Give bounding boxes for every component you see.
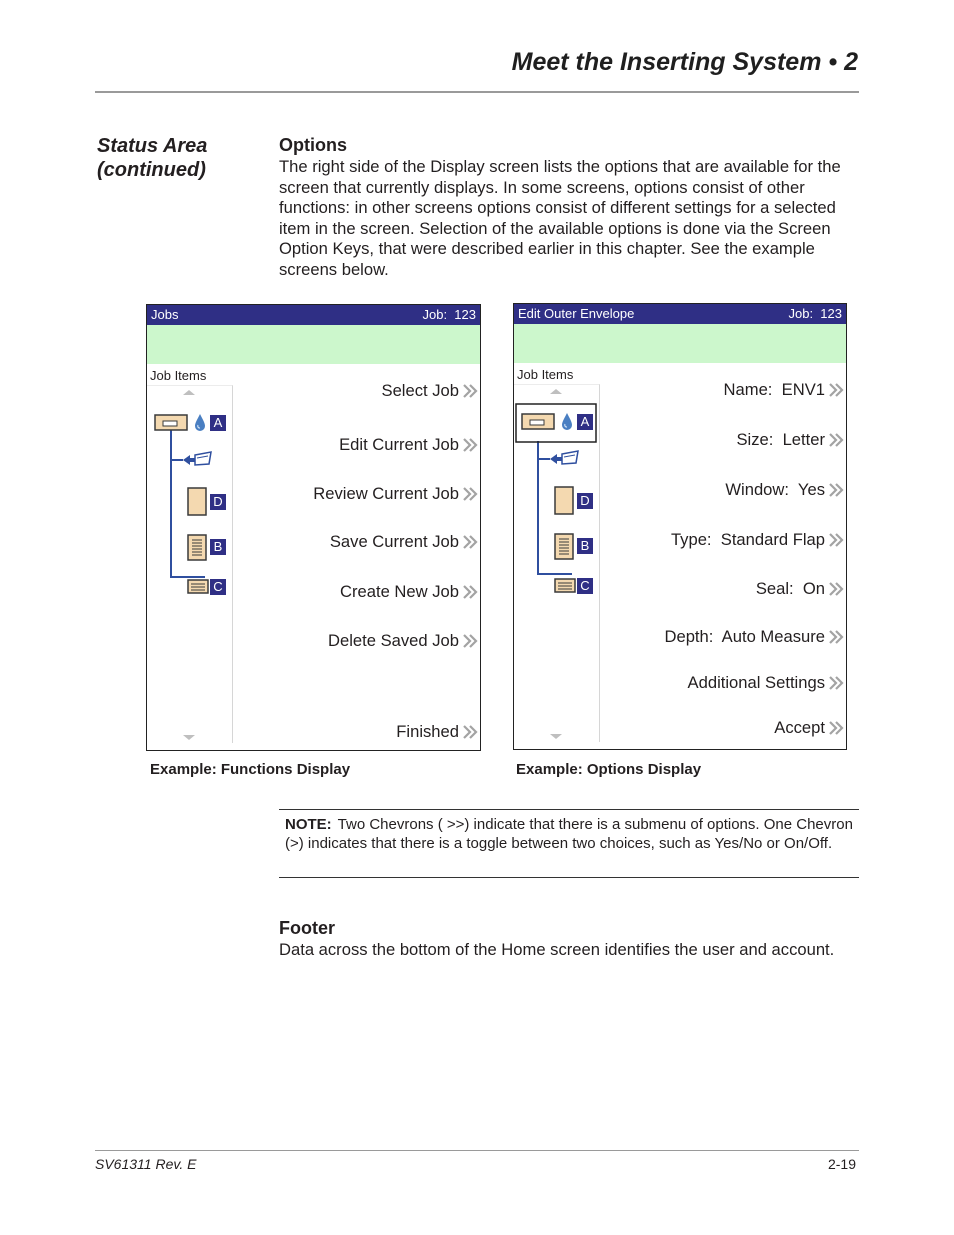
screen-title: Jobs [151, 307, 179, 322]
double-chevron-icon [462, 585, 478, 599]
note-text: Two Chevrons ( >>) indicate that there is a submenu of options. One Chevron (>) indicates that there is a toggle between two choices, such as Yes/No or On/Off. [285, 816, 853, 852]
lined-document-icon[interactable] [187, 534, 207, 561]
double-chevron-icon [828, 630, 844, 644]
option-label: Create New Job [340, 582, 459, 601]
option-label: Accept [774, 718, 825, 737]
insert-arrow-icon[interactable] [550, 449, 580, 469]
double-chevron-icon [828, 383, 844, 397]
chapter-title: Meet the Inserting System • 2 [511, 48, 858, 76]
option-label: Window: Yes [725, 480, 825, 499]
option-label: Name: ENV1 [723, 380, 825, 399]
double-chevron-icon [828, 721, 844, 735]
options-display-screen [513, 303, 847, 750]
option-accept[interactable] [774, 718, 844, 738]
double-chevron-icon [462, 535, 478, 549]
option-create-new-job[interactable] [340, 582, 478, 602]
water-drop-icon [561, 412, 573, 430]
option-additional-settings[interactable] [688, 673, 844, 693]
option-type[interactable] [671, 530, 844, 550]
badge-d: D [210, 494, 226, 510]
options-display-caption: Example: Options Display [516, 761, 702, 778]
footer-body: Data across the bottom of the Home screen identifies the user and account. [279, 940, 835, 959]
option-delete-saved-job[interactable] [328, 631, 478, 651]
option-label: Depth: Auto Measure [664, 627, 825, 646]
tree-connector-lines [147, 386, 233, 744]
tray-icon[interactable] [187, 579, 209, 594]
side-heading [97, 134, 207, 182]
job-number: Job: 123 [788, 306, 842, 321]
envelope-icon[interactable] [521, 413, 555, 431]
side-heading-line1: Status Area [97, 135, 208, 157]
footer-rule [95, 1150, 859, 1151]
option-label: Finished [396, 722, 459, 741]
document-id: SV61311 Rev. E [95, 1156, 197, 1172]
option-finished[interactable] [396, 722, 478, 742]
badge-c: C [577, 578, 593, 594]
option-label: Additional Settings [687, 673, 825, 692]
tray-icon[interactable] [554, 578, 576, 593]
screen-titlebar [147, 305, 480, 325]
option-name[interactable] [724, 380, 844, 400]
envelope-icon[interactable] [154, 414, 188, 432]
badge-c: C [210, 579, 226, 595]
option-label: Save Current Job [329, 532, 459, 551]
option-review-current-job[interactable] [313, 484, 478, 504]
double-chevron-icon [462, 384, 478, 398]
option-label: Size: Letter [736, 430, 825, 449]
side-heading-line2: (continued) [97, 159, 206, 181]
document-icon[interactable] [187, 487, 207, 516]
job-items-tree[interactable] [147, 385, 233, 743]
screen-titlebar [514, 304, 846, 324]
job-items-label: Job Items [150, 368, 207, 383]
badge-a: A [577, 414, 593, 430]
option-label: Edit Current Job [339, 435, 459, 454]
job-items-tree[interactable] [514, 384, 600, 742]
option-seal[interactable] [756, 579, 844, 599]
double-chevron-icon [462, 634, 478, 648]
double-chevron-icon [828, 676, 844, 690]
option-label: Delete Saved Job [328, 631, 459, 650]
page-number: 2-19 [827, 1156, 856, 1172]
options-body: The right side of the Display screen lists the options that are available for the screen that currently displays. In some screens, options consist of other functions: in other screens options consist of different settings for a selected item in the screen. Selection of the available options is done via the Screen Option Keys, that were described earlier in this chapter. See the example screens below. [279, 157, 841, 279]
badge-d: D [577, 493, 593, 509]
job-items-label: Job Items [517, 367, 574, 382]
status-bar [514, 324, 846, 363]
double-chevron-icon [462, 725, 478, 739]
lined-document-icon[interactable] [554, 533, 574, 560]
tree-connector-lines [514, 385, 600, 743]
option-select-job[interactable] [382, 381, 478, 401]
double-chevron-icon [828, 483, 844, 497]
note-box [279, 809, 859, 878]
option-label: Type: Standard Flap [670, 530, 825, 549]
option-label: Seal: On [755, 579, 825, 598]
header-rule [95, 91, 859, 93]
option-size[interactable] [736, 430, 844, 450]
double-chevron-icon [462, 438, 478, 452]
functions-display-caption: Example: Functions Display [150, 761, 351, 778]
options-title: Options [279, 135, 347, 155]
option-label: Select Job [381, 381, 459, 400]
functions-display-screen [146, 304, 481, 751]
option-window[interactable] [725, 480, 844, 500]
badge-b: B [210, 539, 226, 555]
footer-title: Footer [279, 918, 335, 938]
badge-b: B [577, 538, 593, 554]
option-save-current-job[interactable] [330, 532, 478, 552]
double-chevron-icon [828, 433, 844, 447]
option-label: Review Current Job [313, 484, 459, 503]
double-chevron-icon [828, 533, 844, 547]
screen-title: Edit Outer Envelope [518, 306, 635, 321]
option-depth[interactable] [664, 627, 844, 647]
job-number: Job: 123 [422, 307, 476, 322]
badge-a: A [210, 415, 226, 431]
status-bar [147, 325, 480, 364]
insert-arrow-icon[interactable] [183, 450, 213, 470]
note-label: NOTE: [285, 816, 332, 833]
option-edit-current-job[interactable] [339, 435, 478, 455]
double-chevron-icon [828, 582, 844, 596]
document-icon[interactable] [554, 486, 574, 515]
water-drop-icon [194, 413, 206, 431]
double-chevron-icon [462, 487, 478, 501]
